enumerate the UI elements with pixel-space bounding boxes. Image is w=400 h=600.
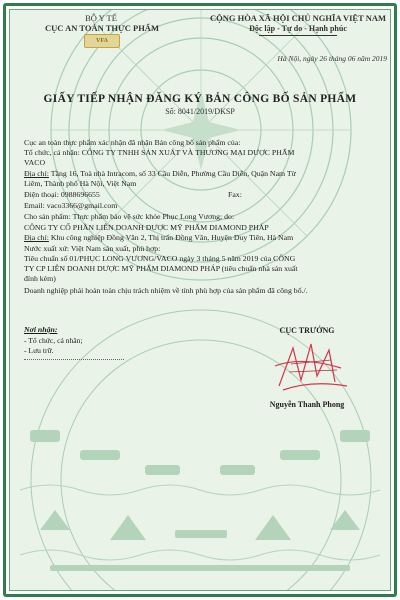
email-value: vaco3366@gmail.com [46, 201, 118, 210]
recipient-item: - Tổ chức, cá nhân; [24, 336, 83, 345]
agency-logo: VFA [84, 34, 120, 48]
motto-underline [259, 35, 337, 36]
org-address-cont: Liêm, Thành phố Hà Nội, Việt Nam [24, 179, 137, 188]
manufacturer-address-line [24, 233, 380, 242]
addr-label: Địa chỉ: [24, 169, 49, 178]
addr-text: Tầng 16, Toà nhà Intracom, số 33 Cầu Diễn, Phường Cầu Diễn, Quận Nam Từ [50, 169, 296, 178]
email-label: Email: [24, 201, 45, 210]
signature-seal-mark [271, 336, 351, 396]
fax-label: Fax: [228, 190, 242, 199]
standard-line-3: đính kèm) [24, 274, 56, 283]
signer-name: Nguyễn Thanh Phong [269, 400, 345, 409]
agency-name: CỤC AN TOÀN THỰC PHẨM [45, 23, 159, 33]
product-line: Cho sản phẩm: Thực phẩm bảo vệ sức khỏe Phục Long Vương; do: [24, 212, 235, 221]
recipient-item: - Lưu trữ. [24, 346, 54, 355]
phone-label: Điện thoại: [24, 190, 59, 199]
phone-value: 0988696655 [60, 190, 100, 199]
org-address-line [24, 169, 380, 178]
nation-name: CỘNG HÒA XÃ HỘI CHỦ NGHĨA VIỆT NAM [209, 13, 387, 23]
signer-title: CỤC TRƯỞNG [279, 326, 335, 335]
document-title: GIẤY TIẾP NHẬN ĐĂNG KÝ BẢN CÔNG BỐ SẢN PHẨM [43, 93, 357, 105]
org-label: Tổ chức, cá nhân: [24, 148, 80, 157]
org-name-cont: VACO [24, 158, 46, 167]
email-line [24, 201, 380, 210]
intro-line: Cục an toàn thực phẩm xác nhận đã nhận Bản công bố sản phẩm của: [24, 138, 241, 147]
maker-addr-label: Địa chỉ: [24, 233, 49, 242]
phone-line [24, 190, 380, 199]
responsibility-line: Doanh nghiệp phải hoàn toàn chịu trách nhiệm về tính phù hợp của sản phẩm đã công bố./. [24, 286, 308, 295]
standard-line-1: Tiêu chuẩn số 01/PHỤC LONG VƯƠNG/VACO ngày 3 tháng 5 năm 2019 của CÔNG [24, 254, 296, 263]
place-date: Hà Nội, ngày 26 tháng 06 năm 2019 [277, 54, 387, 63]
national-motto: Độc lập - Tự do - Hạnh phúc [249, 24, 347, 33]
ministry-name: BỘ Y TẾ [85, 13, 117, 23]
org-name: CÔNG TY TNHH SẢN XUẤT VÀ THƯƠNG MẠI DƯỢC PHẨM [81, 148, 295, 157]
recipients-title: Nơi nhận: [24, 325, 58, 334]
org-line [24, 148, 380, 157]
standard-line-2: TY CP LIÊN DOANH DƯỢC MỸ PHẨM DIAMOND PHÁP (tiêu chuẩn nhà sản xuất [24, 264, 298, 273]
recipients-divider [24, 359, 124, 360]
origin-line: Nước xuất xứ: Việt Nam sản xuất, phù hợp: [24, 244, 161, 253]
document-number: Số: 8041/2019/DKSP [165, 107, 235, 116]
certificate-content [9, 9, 391, 591]
maker-addr-text: Khu công nghiệp Đồng Văn 2, Thị trấn Đồng Văn, Huyện Duy Tiên, Hà Nam [50, 233, 294, 242]
manufacturer-name: CÔNG TY CỔ PHẦN LIÊN DOANH DƯỢC MỸ PHẨM DIAMOND PHÁP [24, 223, 269, 232]
